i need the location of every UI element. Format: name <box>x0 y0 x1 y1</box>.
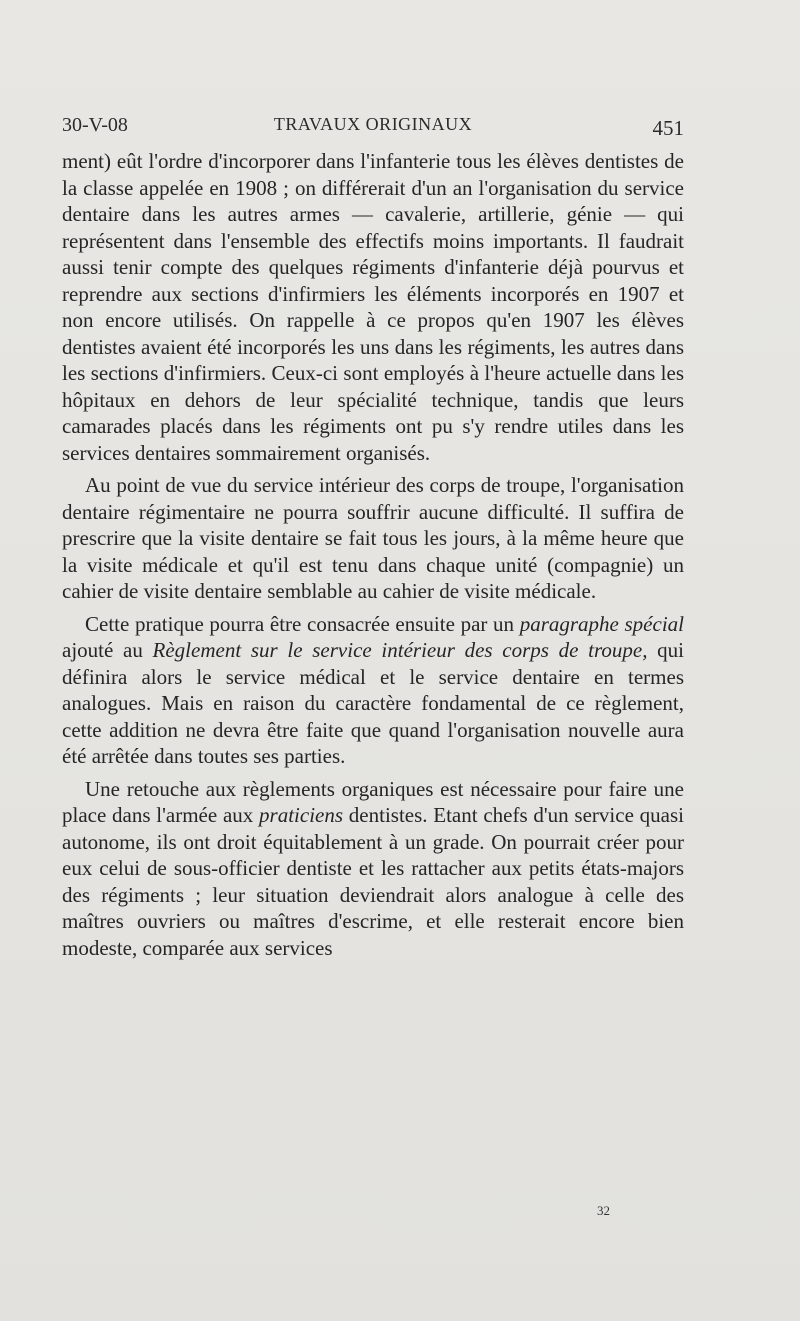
page-number: 451 <box>652 116 684 140</box>
body-text <box>62 148 684 967</box>
paragraph-3-part-1: Cette pratique pourra être consacrée ensuite par un <box>85 611 520 636</box>
paragraph-3-part-5: qui définira alors le service médical et le service dentaire en termes analogues. Mais en raison du caractère fondamental de ce règlement, cette addition ne devra être faite que quand l'organisation nouvelle aura été arrêtée dans toutes ses parties. <box>62 638 684 768</box>
paragraph-3-part-3: ajouté au <box>62 638 153 662</box>
running-header <box>62 114 684 144</box>
paragraph-3 <box>62 611 684 770</box>
paragraph-2: Au point de vue du service intérieur des corps de troupe, l'organisation dentaire régimentaire ne pourra souffrir aucune difficulté. Il suffira de prescrire que la visite dentaire se fait tous les jours, à la même heure que la visite médicale et qu'il est tenu dans chaque unité (compagnie) un cahier de visite dentaire semblable au cahier de visite médicale. <box>62 473 684 603</box>
italic-reglement-title: Règlement sur le service intérieur des corps de troupe, <box>152 638 648 662</box>
header-title: TRAVAUX ORIGINAUX <box>273 114 473 134</box>
paragraph-4-part-3: dentistes. Etant chefs d'un service quasi autonome, ils ont droit équitablement à un grade. On pourrait créer pour eux celui de sous-officier dentiste et les rattacher aux petits états-majors des régiments ; leur situation deviendrait alors analogue à celle des maîtres ouvriers ou maîtres d'escrime, et elle resterait encore bien modeste, comparée aux services <box>62 803 684 960</box>
paragraph-4-part-1: Une retouche aux règlements organiques est nécessaire pour faire une place dans l'armée aux <box>62 776 684 827</box>
italic-paragraphe-special: paragraphe spécial <box>519 611 684 636</box>
paragraph-4 <box>62 776 684 962</box>
paragraph-1: ment) eût l'ordre d'incorporer dans l'infanterie tous les élèves dentistes de la classe appelée en 1908 ; on différerait d'un an l'organisation du service dentaire dans les autres armes — cavalerie, artillerie, génie — qui représentent dans l'ensemble des effectifs moins importants. Il faudrait aussi tenir compte des quelques régiments d'infanterie déjà pourvus et reprendre aux sections d'infirmiers les éléments incorporés en 1907 et non encore utilisés. On rappelle à ce propos qu'en 1907 les élèves dentistes avaient été incorporés les uns dans les régiments, les autres dans les sections d'infirmiers. Ceux-ci sont employés à l'heure actuelle dans les hôpitaux en dehors de leur spécialité technique, tandis que leurs camarades placés dans les régiments ont pu s'y rendre utiles dans les services dentaires sommairement organisés. <box>62 149 684 465</box>
header-date: 30-V-08 <box>62 114 128 136</box>
signature-mark: 32 <box>597 1203 610 1218</box>
italic-praticiens: praticiens <box>259 803 344 827</box>
